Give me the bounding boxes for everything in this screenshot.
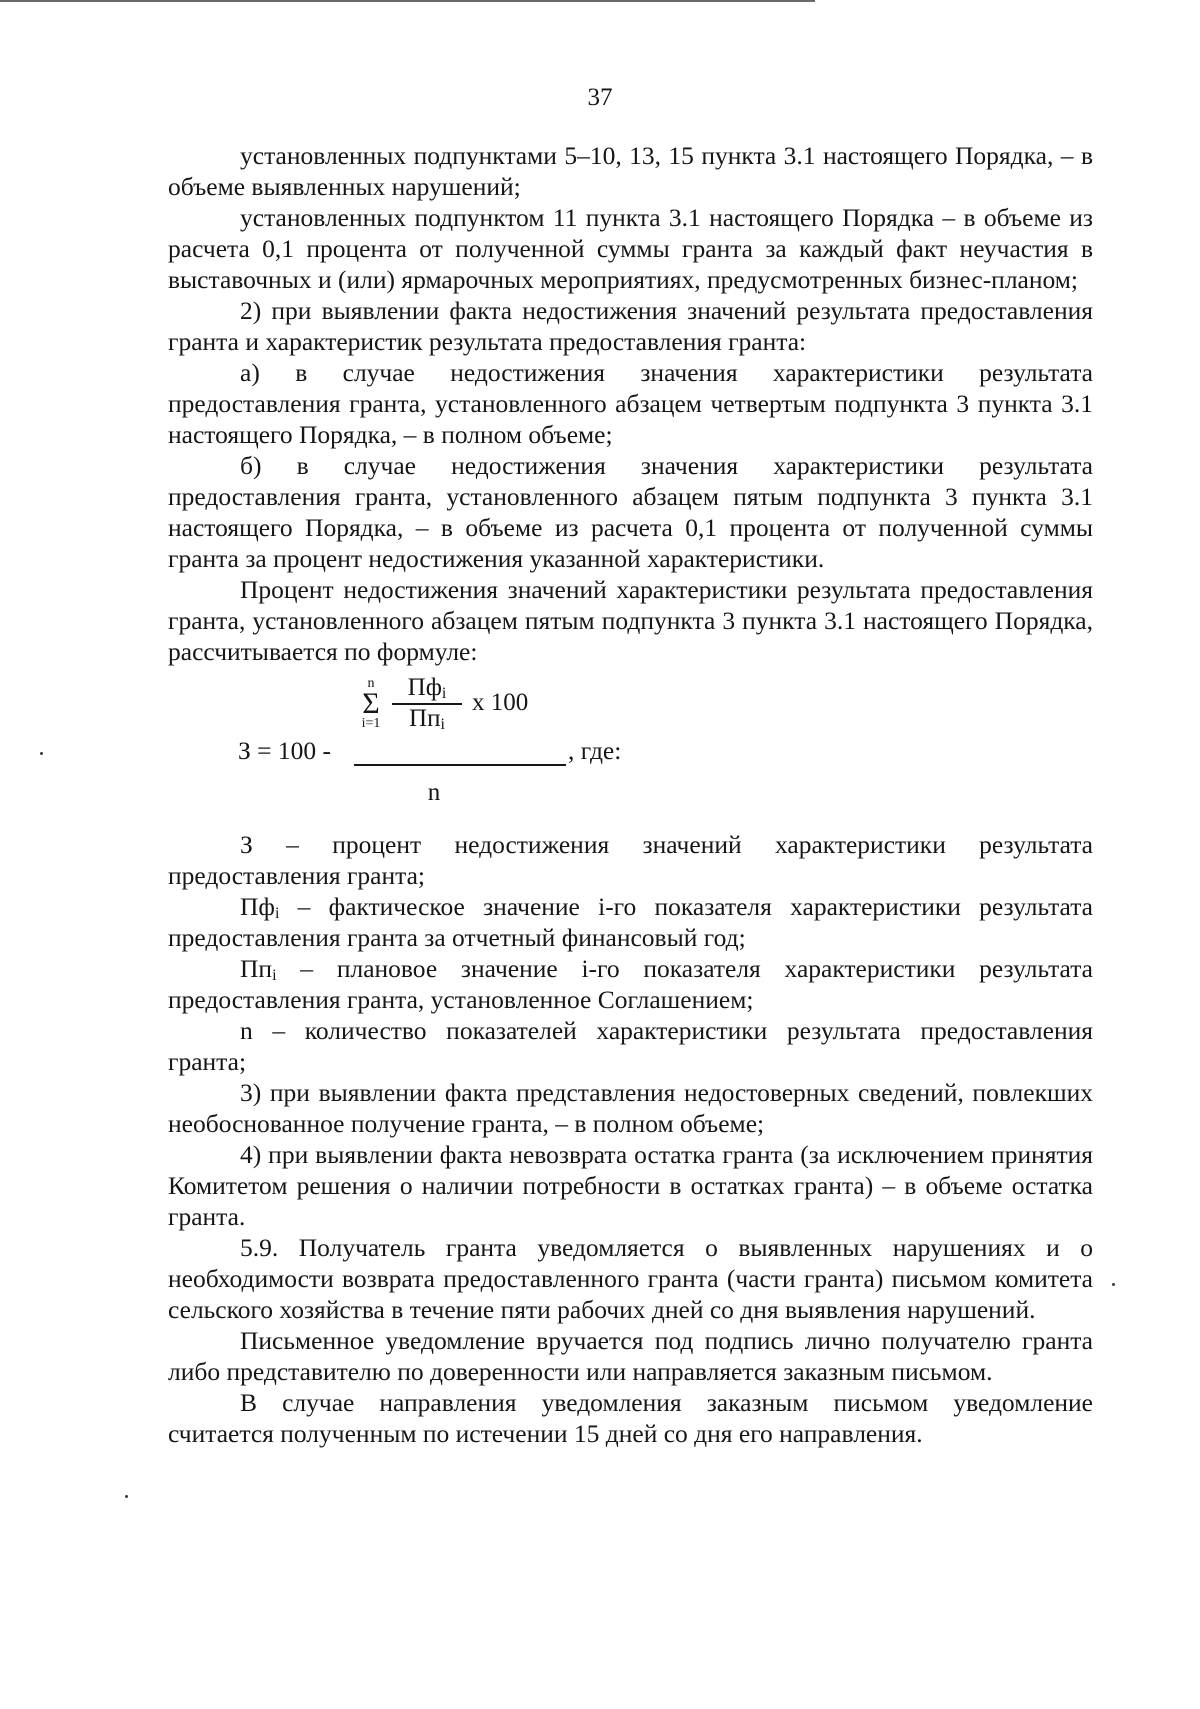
scan-top-rule xyxy=(0,0,815,2)
numerator-index: i xyxy=(441,685,447,702)
paragraph: 5.9. Получатель гранта уведомляется о выявленных нарушениях и о необходимости возврата предоставленного гранта (части гранта) письмом комитета сельского хозяйства в течение пяти рабочих дней со дня выявления нарушений. xyxy=(168,1233,1093,1324)
scan-speck xyxy=(1112,1283,1115,1286)
paragraph: Процент недостижения значений характеристики результата предоставления гранта, установленного абзацем пятым подпункта 3 пункта 3.1 настоящего Порядка, рассчитывается по формуле: xyxy=(168,575,1093,666)
denominator-index: i xyxy=(440,716,445,733)
denominator-symbol: Пп xyxy=(409,705,441,732)
definition xyxy=(168,1015,1093,1077)
paragraph: установленных подпунктом 11 пункта 3.1 настоящего Порядка – в объеме из расчета 0,1 процента от полученной суммы гранта за каждый факт неучастия в выставочных и (или) ярмарочных мероприятиях, предусмотренных бизнес-планом; xyxy=(168,203,1093,294)
fraction-numerator xyxy=(390,673,464,703)
formula-lhs: З = 100 - xyxy=(238,736,332,765)
paragraph: 4) при выявлении факта невозврата остатка гранта (за исключением принятия Комитетом решения о наличии потребности в остатках гранта) – в объеме остатка гранта. xyxy=(168,1140,1093,1231)
definition xyxy=(168,953,1093,1015)
definition-text: – количество показателей характеристики результата предоставления гранта; xyxy=(168,1016,1093,1076)
page-number: 37 xyxy=(587,84,613,111)
sum-operator xyxy=(356,677,386,731)
numerator-symbol: Пф xyxy=(407,674,442,701)
scan-speck xyxy=(40,752,43,755)
definition-symbol: Пф xyxy=(240,892,275,921)
definition-symbol: Пп xyxy=(240,954,273,983)
paragraph: а) в случае недостижения значения характеристики результата предоставления гранта, установленного абзацем четвертым подпункта 3 пункта 3.1 настоящего Порядка, – в полном объеме; xyxy=(168,358,1093,449)
paragraph: установленных подпунктами 5–10, 13, 15 пункта 3.1 настоящего Порядка, – в объеме выявленных нарушений; xyxy=(168,141,1093,201)
formula-where: , где: xyxy=(568,736,622,765)
sum-lower-limit: i=1 xyxy=(361,716,381,731)
ratio-fraction xyxy=(390,673,464,733)
multiplier: х 100 xyxy=(472,689,529,716)
definition-symbol: n xyxy=(240,1016,253,1045)
paragraph: Письменное уведомление вручается под подпись лично получателю гранта либо представителю по доверенности или направляется заказным письмом. xyxy=(168,1326,1093,1386)
document-body xyxy=(168,140,1093,1449)
definition-text: – фактическое значение i-го показателя характеристики результата предоставления гранта за отчетный финансовый год; xyxy=(168,892,1093,952)
main-fraction-bar xyxy=(354,764,566,766)
scan-speck xyxy=(125,1495,128,1498)
fraction-denominator xyxy=(390,705,464,733)
definition-index: i xyxy=(274,905,280,922)
sigma-sign: Σ xyxy=(362,687,380,720)
paragraph: 2) при выявлении факта недостижения значений результата предоставления гранта и характеристик результата предоставления гранта: xyxy=(168,296,1093,356)
sum-upper-limit: n xyxy=(367,676,375,691)
paragraph: 3) при выявлении факта представления недостоверных сведений, повлекших необоснованное получение гранта, – в полном объеме; xyxy=(168,1078,1093,1138)
paragraph: В случае направления уведомления заказным письмом уведомление считается полученным по истечении 15 дней со дня его направления. xyxy=(168,1388,1093,1448)
definition xyxy=(168,829,1093,891)
definition-index: i xyxy=(272,967,277,984)
formula-divisor: n xyxy=(427,779,441,806)
definition xyxy=(168,891,1093,953)
definition-symbol: З xyxy=(240,830,253,859)
definition-text: – плановое значение i-го показателя характеристики результата предоставления гранта, установленное Соглашением; xyxy=(168,954,1093,1014)
definition-text: – процент недостижения значений характеристики результата предоставления гранта; xyxy=(168,830,1093,890)
paragraph: б) в случае недостижения значения характеристики результата предоставления гранта, установленного абзацем пятым подпункта 3 пункта 3.1 настоящего Порядка, – в объеме из расчета 0,1 процента от полученной суммы гранта за процент недостижения указанной характеристики. xyxy=(168,451,1093,573)
formula xyxy=(168,673,1093,823)
